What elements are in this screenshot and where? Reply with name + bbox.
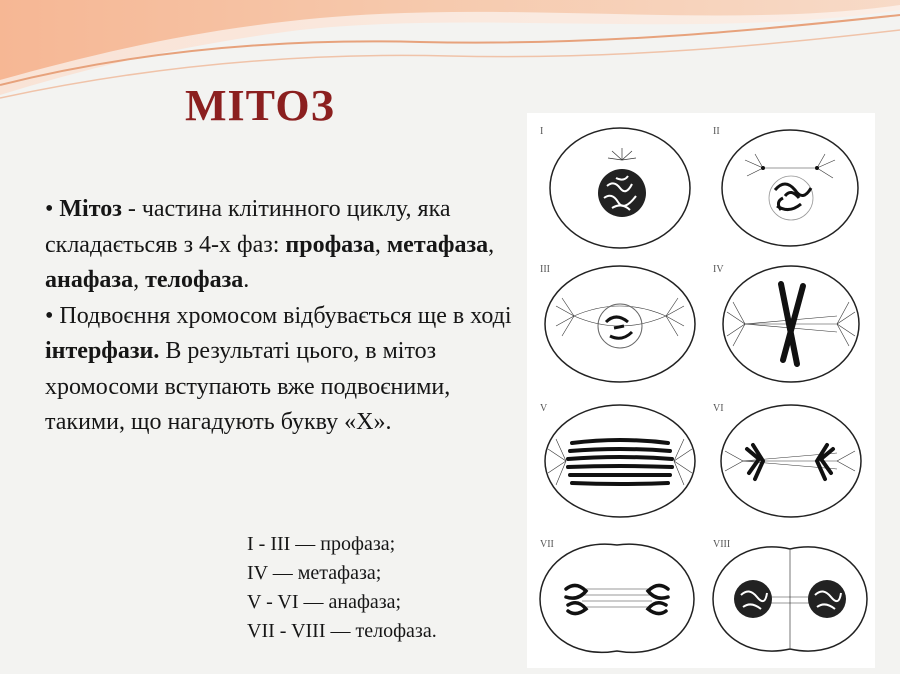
cell-stage-2	[705, 118, 875, 253]
cell-label-3: III	[540, 264, 550, 275]
phase-prophase: профаза	[285, 231, 375, 258]
separator: ,	[488, 231, 495, 258]
cell-stage-8-drawing	[705, 531, 875, 666]
cell-stage-1	[532, 118, 702, 253]
cell-label-4: IV	[713, 264, 724, 275]
cell-label-7: VII	[540, 539, 554, 550]
phase-metaphase: метафаза	[386, 231, 489, 258]
cell-stage-5-drawing	[532, 395, 702, 530]
cell-stage-6-drawing	[705, 395, 875, 530]
legend-item: VII - VIII — телофаза.	[247, 620, 437, 642]
period: .	[243, 267, 250, 293]
cell-label-8: VIII	[713, 539, 731, 550]
cell-stage-7	[532, 531, 702, 666]
legend-item: V - VI — анафаза;	[247, 591, 402, 613]
mitosis-figure	[527, 113, 875, 668]
slide-title: МІТОЗ	[185, 81, 335, 130]
cell-label-2: II	[713, 126, 720, 137]
cell-stage-3	[532, 256, 702, 391]
cell-stage-4	[705, 256, 875, 391]
body-text	[45, 192, 515, 441]
paragraph-duplication	[45, 299, 515, 441]
cell-stage-8	[705, 531, 875, 666]
cell-stage-1-drawing	[532, 118, 702, 253]
header-decoration	[0, 0, 900, 110]
definition-text: - частина клітинного циклу, яка складаєтьсяв з 4-х фаз:	[45, 196, 451, 258]
cell-label-5: V	[540, 403, 548, 414]
term-interphase: інтерфази.	[45, 338, 160, 364]
cell-label-6: VI	[713, 403, 724, 414]
legend-item: IV — метафаза;	[247, 562, 382, 584]
duplication-text: Подвоєння хромосом відбувається ще в ході	[53, 302, 512, 329]
cell-stage-6	[705, 395, 875, 530]
bullet: •	[45, 302, 54, 329]
separator: ,	[374, 231, 387, 258]
cell-stage-7-drawing	[532, 531, 702, 666]
duplication-text-end: В результаті цього, в мітоз хромосоми вступають вже подвоєними, такими, що нагадують букву «Х».	[45, 338, 451, 435]
phase-anaphase: анафаза	[45, 267, 134, 293]
cell-stage-2-drawing	[705, 118, 875, 253]
phase-telophase: телофаза	[145, 267, 244, 293]
cell-stage-5	[532, 395, 702, 530]
separator: ,	[133, 267, 146, 293]
cell-stage-4-drawing	[705, 256, 875, 391]
bullet: •	[45, 196, 54, 222]
cell-label-1: I	[540, 126, 544, 137]
term-mitosis: Мітоз	[59, 196, 122, 222]
phase-legend	[247, 530, 437, 646]
legend-item: I - III — профаза;	[247, 533, 396, 555]
cell-stage-3-drawing	[532, 256, 702, 391]
paragraph-definition	[45, 192, 515, 299]
